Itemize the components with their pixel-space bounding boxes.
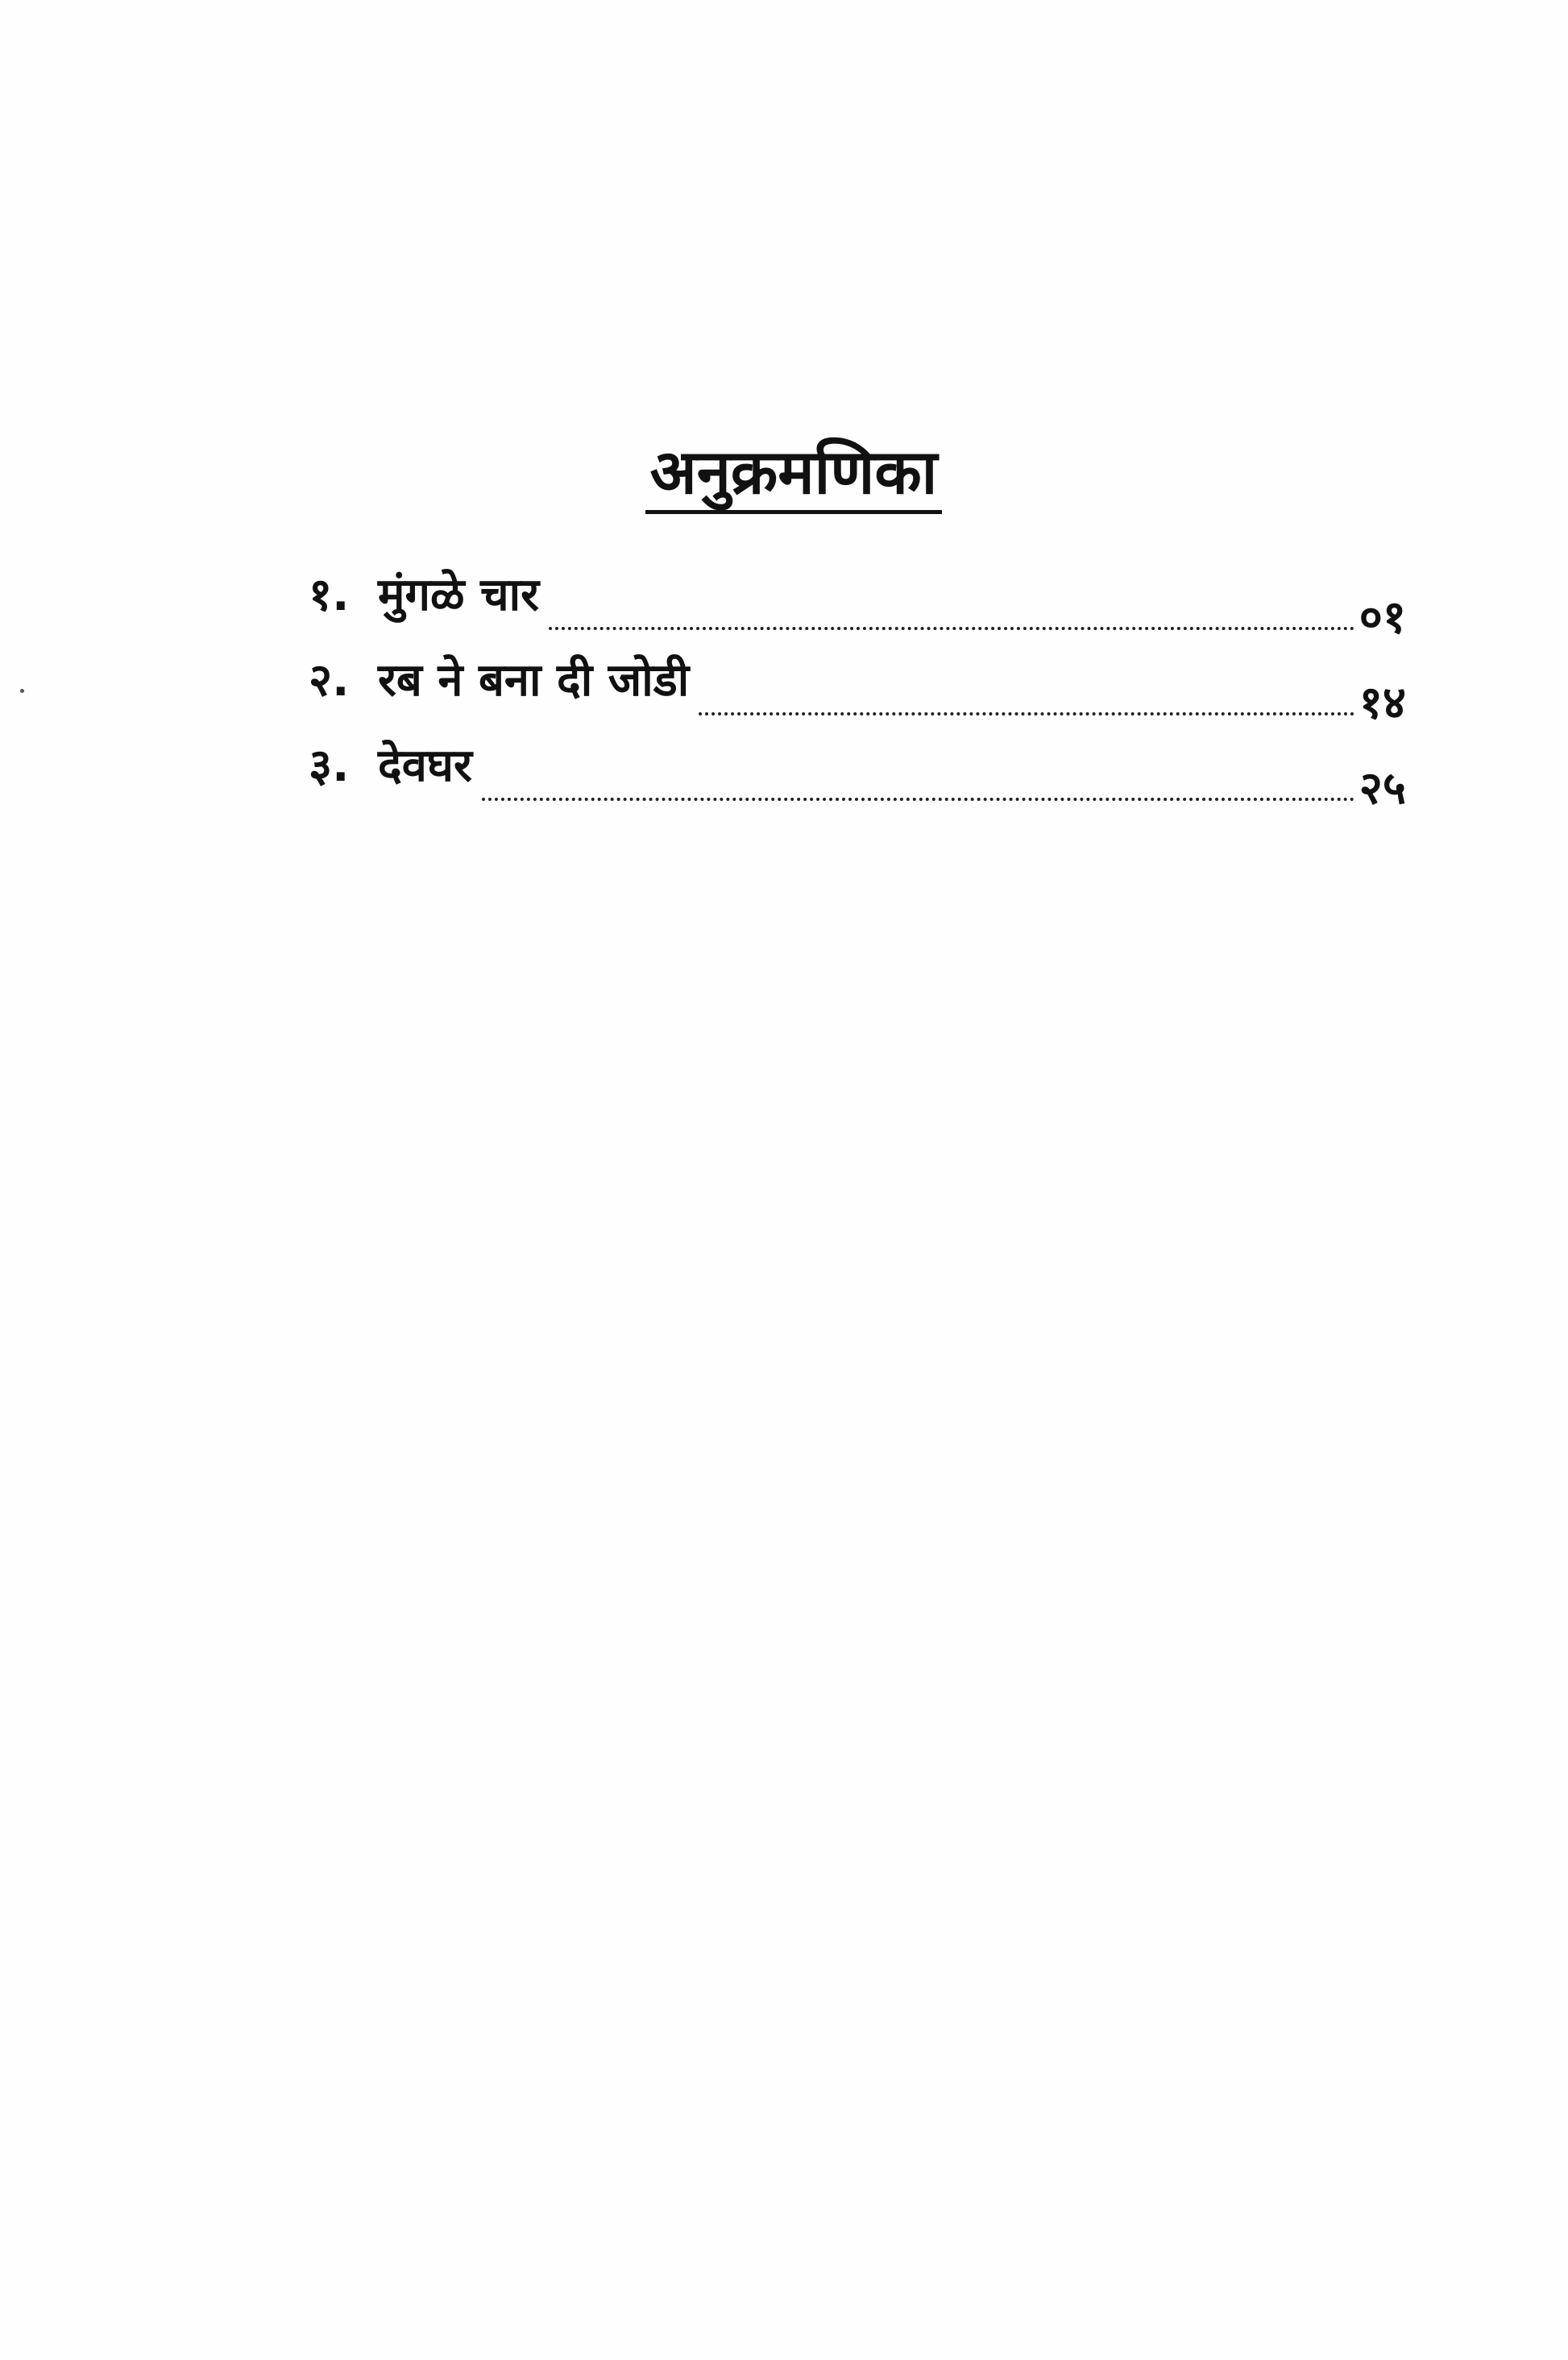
table-of-contents xyxy=(309,537,1406,815)
toc-entry-heading: रब ने बना दी जोडी xyxy=(378,653,690,707)
toc-entry-page: ०१ xyxy=(1359,591,1406,644)
toc-entry xyxy=(309,537,1406,644)
toc-entry-number: १. xyxy=(309,568,350,621)
title-text: अनुक्रमणिका xyxy=(645,435,943,514)
dot-leader xyxy=(482,798,1354,801)
toc-entry-heading: मुंगळे चार xyxy=(378,568,540,621)
page-title xyxy=(0,435,1568,514)
toc-entry-number: ३. xyxy=(309,739,350,792)
toc-entry-heading: देवघर xyxy=(378,739,472,792)
toc-entry-number: २. xyxy=(309,653,350,707)
ink-speck xyxy=(20,689,24,693)
toc-entry xyxy=(309,707,1406,815)
toc-entry-page: २५ xyxy=(1359,761,1406,815)
toc-entry-page: १४ xyxy=(1359,676,1406,729)
toc-entry xyxy=(309,622,1406,729)
